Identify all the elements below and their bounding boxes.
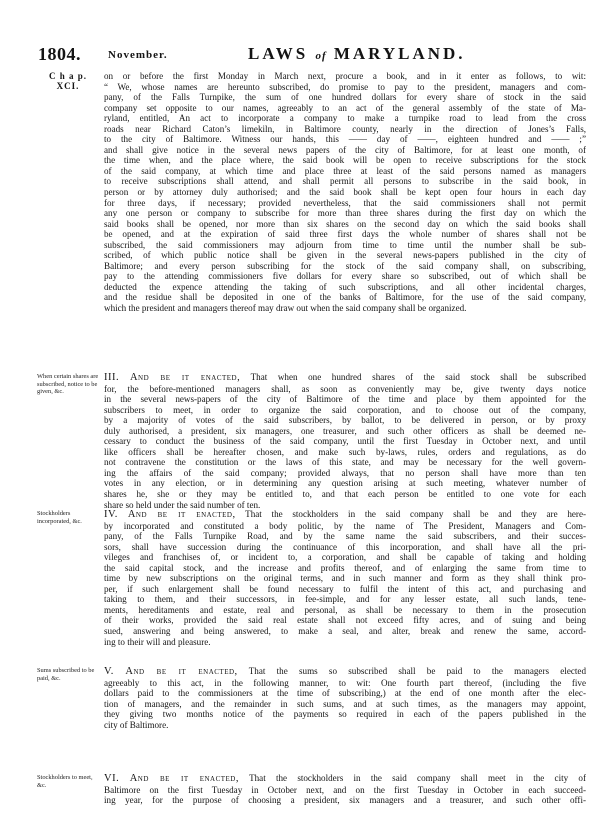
section-heading: IV. And be it enacted, (104, 509, 236, 520)
text-line: by a majority of votes of the said subscribers, by ballot, to be delivered in person, or by proxy (104, 415, 586, 426)
text-line: taking to them, and their successors, in fee-simple, and for any lesser estate, all such lands, tene- (104, 594, 586, 605)
text-line: share so held under the said number of ten. (104, 499, 261, 510)
text-line: company set opposite to our names, agreeably to an act of the general assembly of the state of Ma- (104, 102, 586, 113)
header-title (248, 44, 466, 64)
text-line: agreeably to this act, in the following manner, to wit: One fourth part thereof, (including the five (104, 677, 586, 688)
text-line: the said capital stock, and the increase and profits thereof, and of enlarging the same from time to (104, 562, 586, 573)
section-heading: VI. And be it enacted, (104, 773, 239, 784)
text-line: to the city of Baltimore. Witness our hands, this —— day of ——, eighteen hundred and —— ;” (104, 134, 586, 145)
text-line (104, 509, 586, 521)
text-line: subscribed, the said commissioners may adjourn from time to time until the number shall be sub- (104, 239, 586, 250)
section-heading: V. And be it enacted, (104, 666, 238, 677)
text-line: of their works, provided the said real estate shall not exceed fifty acres, and of suing and being (104, 615, 586, 626)
text-line: time by new subscriptions on the original terms, and in such manner and form as they shall think pro- (104, 573, 586, 584)
section-4 (104, 509, 586, 647)
text-line: which the president and managers thereof may draw out when the said company shall be organized. (104, 303, 467, 314)
header-title-maryland: MARYLAND. (333, 44, 466, 63)
section-3 (104, 372, 586, 510)
section-heading: III. And be it enacted, (104, 372, 241, 383)
text-line: by incorporated and constituted a body politic, by the name of The President, Managers and Com- (104, 520, 586, 531)
header-month: November. (108, 49, 168, 61)
text-line: cessary to conduct the business of the said company, until the first Tuesday in October next, and until (104, 436, 586, 447)
text-line: for, the before-mentioned managers shall, as soon as conveniently may be, give twenty days notice (104, 383, 586, 394)
text-line: shares he, she or they may be entitled to, and that each person be entitled to one vote for each (104, 489, 586, 500)
text-line: vileges and franchises of, or incident to, a corporation, and shall be capable of taking and holding (104, 552, 586, 563)
section-first-line: That the stockholders in the said company shall meet in the city of (249, 773, 586, 783)
text-line: Baltimore on the first Tuesday in October next, and on the first Tuesday in October in each succeed- (104, 784, 586, 795)
text-line: ing year, for the purpose of choosing a president, six managers and a treasurer, and such other offi- (104, 795, 586, 806)
text-line: be opened, and at the expiration of said three first days the whole number of shares shall not be (104, 229, 586, 240)
text-line: and the residue shall be deposited in one of the banks of Baltimore, for the use of the said company, (104, 292, 586, 303)
section-first-line: That the sums so subscribed shall be paid to the managers elected (248, 666, 586, 676)
running-header (38, 44, 570, 66)
text-line: ing to their will and pleasure. (104, 636, 211, 647)
header-title-of: of (315, 50, 327, 62)
text-line: city of Baltimore. (104, 719, 169, 730)
text-line (104, 372, 586, 384)
text-line: for three days, if necessary; provided nevertheless, that the said commissioners shall not permit (104, 197, 586, 208)
section-6 (104, 773, 586, 806)
text-line: per, if such enlargement shall be found necessary to fulfil the intent of this act, and purchasing and (104, 583, 586, 594)
margin-note-sums-paid: Sums subscribed to be paid, &c. (37, 667, 95, 682)
margin-note-stockholders-incorporated: Stockholders incorporated, &c. (37, 510, 82, 525)
text-line: votes in any election, or in determining any question arising at such meeting, whatever number of (104, 478, 586, 489)
text-line: tion of managers, and the remainder in such sums, and at such times, as the managers may appoint, (104, 698, 586, 709)
text-line: person or by attorney duly authorised; and the said book shall be kept open four hours in each day (104, 187, 586, 198)
text-line: deducted the expence attending the taking of such subscriptions, and all other incidental charges, (104, 281, 586, 292)
text-line: Baltimore; and every person subscribing for the stock of the said company shall, on subscribing, (104, 260, 586, 271)
text-line: pany, of the Falls Turnpike, the sum of one hundred dollars for every share of stock in the said (104, 92, 586, 103)
text-line: not contravene the constitution or the laws of this state, and may be necessary for the well govern- (104, 457, 586, 468)
text-line: they giving two months notice of the payments so required in each of the papers published in the (104, 709, 586, 720)
text-line: said books shall be opened, nor more than six shares on the second day on which the said books shall (104, 218, 586, 229)
text-line: “ We, whose names are hereunto subscribed, do promise to pay to the president, managers and com- (104, 81, 586, 92)
text-line: on or before the first Monday in March next, procure a book, and in it enter as follows, to wit: (104, 71, 586, 81)
margin-note-stockholders-meet: Stockholders to meet, &c. (37, 774, 93, 789)
header-title-laws: LAWS (248, 44, 309, 63)
chapter-number: XCI. (56, 81, 80, 91)
text-line: duly authorised, a president, six managers, one treasurer, and such other officers as shall be deemed ne- (104, 425, 586, 436)
text-line: pay to the attending commissioners five dollars for every share so subscribed, out of which shall be (104, 271, 586, 282)
text-line: subscribers to meet, in order to organize the said corporation, and to choose out of the company, (104, 404, 586, 415)
text-line: in the several news-papers of the city of Baltimore of the time and place by them appointed for the (104, 394, 586, 405)
text-line: sued, answering and being answered, to make a seal, and alter, break and renew the same, accord- (104, 626, 586, 637)
text-line: to receive subscriptions shall attend, and shall permit all persons to subscribe in the said book, in (104, 176, 586, 187)
text-line: pany, of the Falls Turnpike Road, and by the same name the said subscribers, and their succes- (104, 531, 586, 542)
text-line: ments, hereditaments and estate, real and personal, as shall be necessary to them in the prosecution (104, 604, 586, 615)
chapter-label (38, 71, 98, 91)
header-year: 1804. (38, 44, 81, 64)
text-line: ing the affairs of the said company; provided always, that no person shall have more than ten (104, 467, 586, 478)
text-line: the time when, and the place where, the said book will be open to receive subscriptions for the stock (104, 155, 586, 166)
section-first-line: That the stockholders in the said company shall be and they are here- (245, 509, 586, 519)
section-2-continuation (104, 71, 586, 314)
text-line: like officers shall be hereafter chosen, and make such by-laws, rules, orders and regulations, as do (104, 446, 586, 457)
margin-note-shares-notice: When certain shares are subscribed, notice to be given, &c. (37, 373, 99, 396)
text-line: and shall give notice in the several news papers of the city of Baltimore, for at least one month, of (104, 144, 586, 155)
text-line (104, 773, 586, 785)
text-line: dollars paid to the commissioners at the time of subscribing,) at the end of one month after the elec- (104, 688, 586, 699)
section-5 (104, 666, 586, 730)
chapter-word: C h a p. (48, 71, 87, 81)
text-line: scribed, of which public notice shall be given in the several news-papers published in the city of (104, 250, 586, 261)
text-line: roads near Richard Caton’s limekiln, in Baltimore county, nearly in the direction of Jones’s Falls, (104, 123, 586, 134)
text-line: any one person or company to subscribe for more than three shares during the first day on which the (104, 208, 586, 219)
text-line: ryland, entitled, An act to incorporate a company to make a turnpike road to lead from the cross (104, 113, 586, 124)
text-line: sors, shall have succession during the continuance of this incorporation, and shall have all the pri- (104, 541, 586, 552)
section-first-line: That when one hundred shares of the said stock shall be subscribed (250, 372, 586, 382)
text-line (104, 666, 586, 678)
text-line: of the said company, at which time and place three at least of the said persons named as managers (104, 165, 586, 176)
